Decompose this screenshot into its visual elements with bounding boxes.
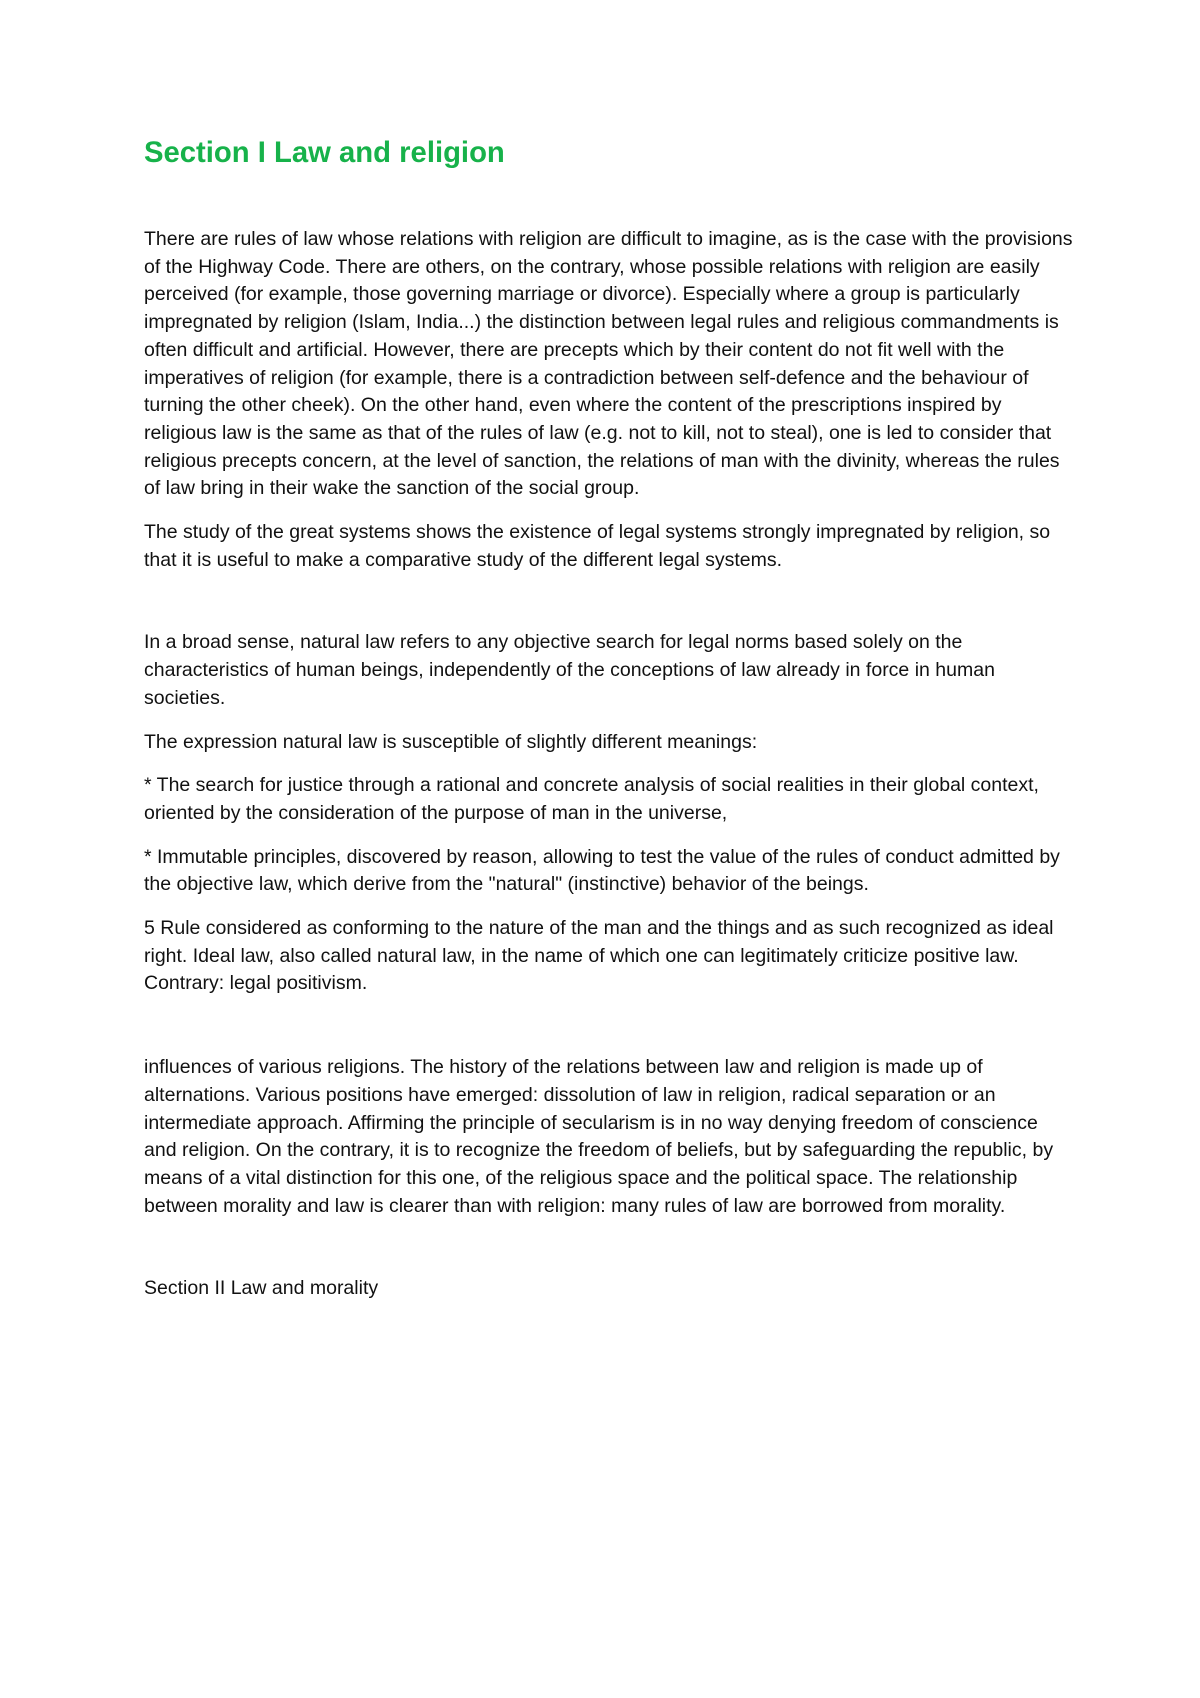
spacer — [144, 167, 1074, 226]
spacer — [144, 998, 1074, 1054]
bullet-immutable-principles: * Immutable principles, discovered by reason, allowing to test the value of the rules of conduct admitted by the objective law, which derive from the "natural" (instinctive) behavior of the beings. — [144, 845, 1060, 896]
bullet-search-for-justice: * The search for justice through a rational and concrete analysis of social realities in their global context, oriented by the consideration of the purpose of man in the universe, — [144, 774, 1039, 824]
spacer — [144, 828, 1074, 844]
paragraph-great-systems: The study of the great systems shows the existence of legal systems strongly impregnated by religion, so that it is useful to make a comparative study of the different legal systems. — [144, 521, 1051, 571]
document-body — [144, 137, 1074, 1303]
paragraph-natural-law-definition: In a broad sense, natural law refers to any objective search for legal norms based solely on the characteristics of human beings, independently of the conceptions of law already in force in human societies. — [144, 631, 995, 709]
paragraph-influences-of-religions: influences of various religions. The history of the relations between law and religion is made up of alternations. Various positions have emerged: dissolution of law in religion, radical separation or an intermediate approach. Affirming the principle of secularism is in no way denying freedom of conscience and religion. On the contrary, it is to recognize the freedom of beliefs, but by safeguarding the republic, by means of a vital distinction for this one, of the religious space and the political space. The relationship between morality and law is clearer than with religion: many rules of law are borrowed from morality. — [144, 1056, 1054, 1217]
paragraph-law-religion-relations: There are rules of law whose relations with religion are difficult to imagine, as is the case with the provisions of the Highway Code. There are others, on the contrary, whose possible relations with religion are easily perceived (for example, those governing marriage or divorce). Especially where a group is particularly impregnated by religion (Islam, India...) the distinction between legal rules and religious commandments is often difficult and artificial. However, there are precepts which by their content do not fit well with the imperatives of religion (for example, there is a contradiction between self-defence and the behaviour of turning the other cheek). On the other hand, even where the content of the prescriptions inspired by religious law is the same as that of the rules of law (e.g. not to kill, not to steal), one is led to consider that religious precepts concern, at the level of sanction, the relations of man with the divinity, whereas the rules of law bring in their wake the sanction of the social group. — [144, 228, 1073, 500]
spacer — [144, 1220, 1074, 1275]
spacer — [144, 713, 1074, 729]
paragraph-rule-considered: 5 Rule considered as conforming to the nature of the man and the things and as such recognized as ideal right. Ideal law, also called natural law, in the name of which one can legitimately criticize positive law. Contrary: legal positivism. — [144, 917, 1054, 995]
section-2-heading: Section II Law and morality — [144, 1277, 379, 1300]
section-1-heading: Section I Law and religion — [144, 137, 505, 169]
spacer — [144, 756, 1074, 772]
paragraph-natural-law-meanings: The expression natural law is susceptible of slightly different meanings: — [144, 730, 758, 753]
spacer — [144, 574, 1074, 629]
spacer — [144, 899, 1074, 915]
spacer — [144, 503, 1074, 519]
